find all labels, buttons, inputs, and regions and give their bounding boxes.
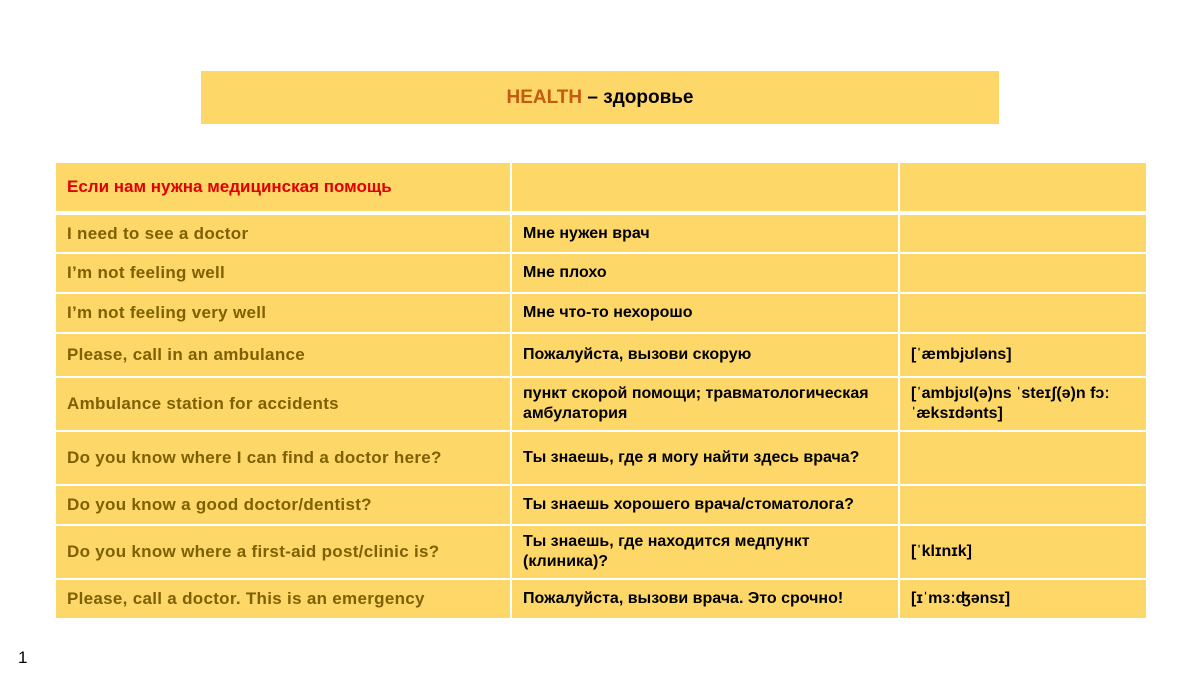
russian-translation: Ты знаешь хорошего врача/стоматолога? [511, 485, 899, 525]
table-row [55, 333, 1147, 377]
english-phrase: Please, call a doctor. This is an emergency [55, 579, 511, 619]
table-row [55, 377, 1147, 431]
russian-translation: Ты знаешь, где я могу найти здесь врача? [511, 431, 899, 485]
transcription [899, 485, 1147, 525]
table-row [55, 579, 1147, 619]
section-header-row [55, 162, 1147, 213]
transcription [899, 431, 1147, 485]
table-row [55, 485, 1147, 525]
section-header: Если нам нужна медицинская помощь [55, 162, 511, 213]
english-phrase: Please, call in an ambulance [55, 333, 511, 377]
transcription: [ˈambjʊl(ə)ns ˈsteɪʃ(ə)n fɔː ˈæksɪdənts] [899, 377, 1147, 431]
russian-translation: Пожалуйста, вызови врача. Это срочно! [511, 579, 899, 619]
transcription: [ɪˈmɜːʤənsɪ] [899, 579, 1147, 619]
russian-translation: пункт скорой помощи; травматологическая амбулатория [511, 377, 899, 431]
english-phrase: I’m not feeling very well [55, 293, 511, 333]
section-header-empty-cell [511, 162, 899, 213]
russian-translation: Мне что-то нехорошо [511, 293, 899, 333]
russian-translation: Пожалуйста, вызови скорую [511, 333, 899, 377]
english-phrase: Do you know a good doctor/dentist? [55, 485, 511, 525]
table-row [55, 253, 1147, 293]
table-row [55, 213, 1147, 253]
vocabulary-table [54, 161, 1148, 620]
russian-translation: Мне нужен врач [511, 213, 899, 253]
transcription [899, 213, 1147, 253]
slide-title [201, 71, 999, 124]
russian-translation: Ты знаешь, где находится медпункт (клиника)? [511, 525, 899, 579]
english-phrase: I’m not feeling well [55, 253, 511, 293]
english-phrase: Do you know where a first-aid post/clinic is? [55, 525, 511, 579]
section-header-empty-cell [899, 162, 1147, 213]
russian-translation: Мне плохо [511, 253, 899, 293]
english-phrase: Ambulance station for accidents [55, 377, 511, 431]
title-english: HEALTH [506, 86, 583, 108]
transcription: [ˈklɪnɪk] [899, 525, 1147, 579]
table-row [55, 293, 1147, 333]
transcription [899, 253, 1147, 293]
transcription: [ˈæmbjʊləns] [899, 333, 1147, 377]
page-number: 1 [18, 648, 28, 667]
title-russian: – здоровье [587, 86, 694, 108]
transcription [899, 293, 1147, 333]
table-row [55, 431, 1147, 485]
table-row [55, 525, 1147, 579]
english-phrase: I need to see a doctor [55, 213, 511, 253]
english-phrase: Do you know where I can find a doctor here? [55, 431, 511, 485]
